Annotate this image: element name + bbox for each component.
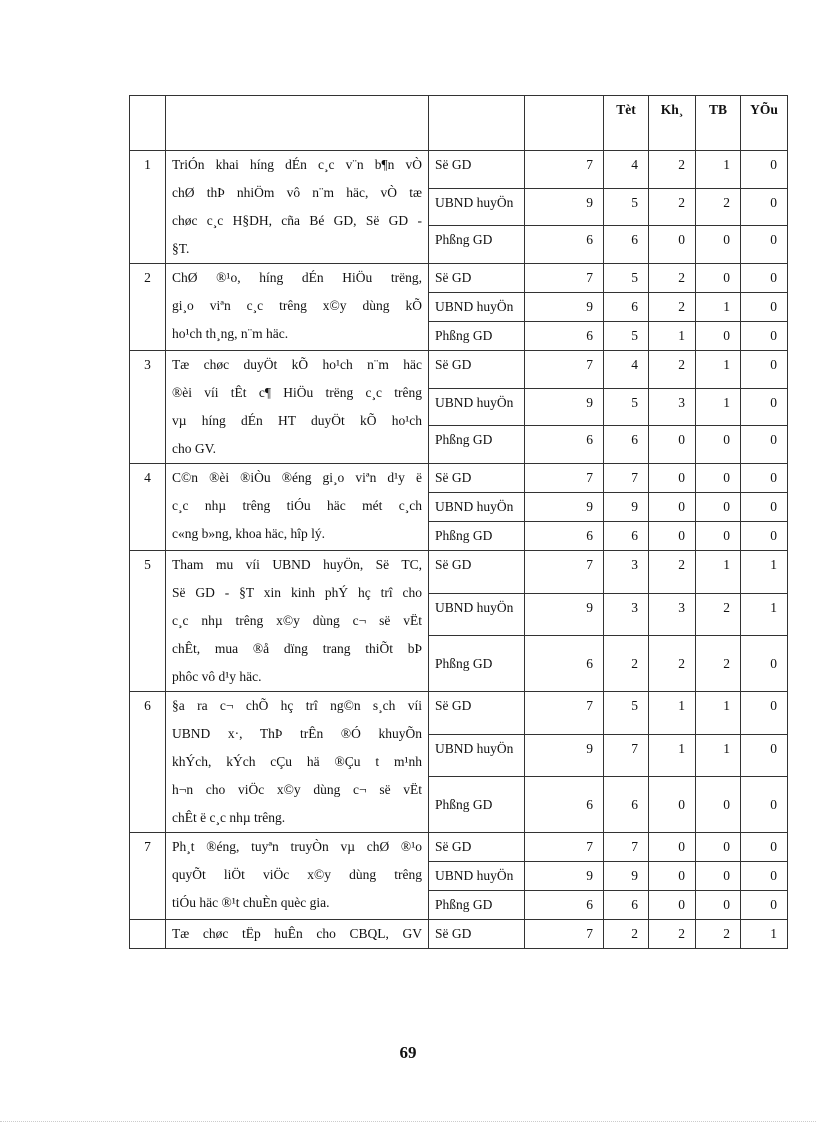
- description-line: chØ thÞ nhiÖm vô n¨m häc, vÒ tæ: [172, 185, 422, 200]
- value-tb: 0: [696, 777, 741, 833]
- header-cell: [429, 96, 525, 151]
- description-line: Së GD - §T xin kinh phÝ hç trî cho: [172, 585, 422, 600]
- row-description: [166, 464, 429, 551]
- table-row: [130, 351, 788, 389]
- value-kha: 0: [649, 777, 696, 833]
- value-tot: 3: [604, 593, 649, 636]
- value-total: 7: [525, 551, 604, 594]
- value-total: 7: [525, 351, 604, 389]
- unit-name: UBND huyÖn: [429, 734, 525, 777]
- value-yeu: 0: [741, 692, 788, 735]
- description-line: c¸c nhµ trêng x©y dùng c¬ së vËt: [172, 613, 422, 628]
- description-line: chÊt, mua ®å dïng trang thiÕt bÞ: [172, 641, 422, 656]
- value-total: 9: [525, 862, 604, 891]
- value-total: 6: [525, 891, 604, 920]
- value-kha: 0: [649, 426, 696, 464]
- value-kha: 2: [649, 151, 696, 189]
- header-tb: TB: [696, 96, 741, 151]
- value-tot: 4: [604, 151, 649, 189]
- value-tot: 7: [604, 464, 649, 493]
- description-line: phôc vô d¹y häc.: [172, 669, 262, 684]
- value-total: 9: [525, 593, 604, 636]
- value-tb: 1: [696, 388, 741, 426]
- description-line: khÝch, kÝch cÇu hä ®Çu t m¹nh: [172, 754, 422, 769]
- description-line: cho GV.: [172, 441, 217, 456]
- value-yeu: 0: [741, 322, 788, 351]
- description-line: Tham mu víi UBND huyÖn, Së TC,: [172, 557, 422, 572]
- value-total: 9: [525, 734, 604, 777]
- unit-name: Phßng GD: [429, 322, 525, 351]
- description-line: c«ng b»ng, khoa häc, hîp lý.: [172, 526, 325, 541]
- value-yeu: 0: [741, 636, 788, 692]
- description-line: ®èi víi tÊt c¶ HiÖu trëng c¸c trêng: [172, 385, 422, 400]
- header-tot: Tèt: [604, 96, 649, 151]
- value-yeu: 0: [741, 777, 788, 833]
- value-kha: 0: [649, 464, 696, 493]
- value-kha: 0: [649, 493, 696, 522]
- value-yeu: 0: [741, 188, 788, 226]
- value-yeu: 0: [741, 226, 788, 264]
- value-tb: 0: [696, 464, 741, 493]
- value-total: 7: [525, 833, 604, 862]
- value-total: 6: [525, 777, 604, 833]
- value-tot: 2: [604, 636, 649, 692]
- unit-name: Së GD: [429, 551, 525, 594]
- page-bottom-border: [0, 1121, 816, 1122]
- unit-name: Phßng GD: [429, 891, 525, 920]
- unit-name: UBND huyÖn: [429, 188, 525, 226]
- value-total: 7: [525, 151, 604, 189]
- description-line: chÊt ë c¸c nhµ trêng.: [172, 810, 286, 825]
- value-tb: 0: [696, 264, 741, 293]
- value-tb: 1: [696, 551, 741, 594]
- header-cell: [130, 96, 166, 151]
- description-line: chøc c¸c H§DH, cña Bé GD, Së GD -: [172, 213, 422, 228]
- table-row: [130, 833, 788, 862]
- unit-name: UBND huyÖn: [429, 862, 525, 891]
- description-line: h¬n cho viÖc x©y dùng c¬ së vËt: [172, 782, 422, 797]
- evaluation-table: [129, 95, 788, 949]
- value-kha: 1: [649, 734, 696, 777]
- unit-name: UBND huyÖn: [429, 493, 525, 522]
- description-line: TriÓn khai híng dÉn c¸c v¨n b¶n vÒ: [172, 157, 422, 172]
- value-tb: 1: [696, 351, 741, 389]
- header-kha: Kh¸: [649, 96, 696, 151]
- value-kha: 2: [649, 188, 696, 226]
- value-tb: 2: [696, 188, 741, 226]
- value-yeu: 0: [741, 833, 788, 862]
- table-row: [130, 464, 788, 493]
- unit-name: Phßng GD: [429, 522, 525, 551]
- unit-name: Së GD: [429, 833, 525, 862]
- value-yeu: 0: [741, 426, 788, 464]
- row-description: [166, 833, 429, 920]
- unit-name: Së GD: [429, 920, 525, 949]
- value-tb: 0: [696, 322, 741, 351]
- description-line: c¸c nhµ trêng tiÓu häc mét c¸ch: [172, 498, 422, 513]
- description-line: gi¸o viªn c¸c trêng x©y dùng kÕ: [172, 298, 422, 313]
- row-description: [166, 692, 429, 833]
- value-tot: 5: [604, 692, 649, 735]
- value-yeu: 0: [741, 293, 788, 322]
- unit-name: Phßng GD: [429, 777, 525, 833]
- unit-name: Së GD: [429, 151, 525, 189]
- value-kha: 2: [649, 636, 696, 692]
- description-line: Tæ chøc duyÖt kÕ ho¹ch n¨m häc: [172, 357, 422, 372]
- value-total: 9: [525, 188, 604, 226]
- row-description: Tæ chøc tËp huÊn cho CBQL, GV: [166, 920, 429, 949]
- header-cell: [525, 96, 604, 151]
- description-line: UBND x·, ThÞ trÊn ®Ó khuyÕn: [172, 726, 422, 741]
- value-kha: 3: [649, 593, 696, 636]
- value-total: 7: [525, 692, 604, 735]
- header-cell: [166, 96, 429, 151]
- row-description: [166, 264, 429, 351]
- table-row: [130, 151, 788, 189]
- row-number: [130, 920, 166, 949]
- value-kha: 3: [649, 388, 696, 426]
- description-line: §a ra c¬ chÕ hç trî ng©n s¸ch víi: [172, 698, 422, 713]
- value-total: 9: [525, 388, 604, 426]
- value-tot: 4: [604, 351, 649, 389]
- value-tb: 1: [696, 692, 741, 735]
- unit-name: Phßng GD: [429, 226, 525, 264]
- value-total: 6: [525, 226, 604, 264]
- unit-name: Së GD: [429, 464, 525, 493]
- unit-name: Së GD: [429, 264, 525, 293]
- value-kha: 0: [649, 226, 696, 264]
- value-tot: 2: [604, 920, 649, 949]
- value-kha: 0: [649, 522, 696, 551]
- header-row: [130, 96, 788, 151]
- value-kha: 2: [649, 351, 696, 389]
- value-total: 6: [525, 522, 604, 551]
- value-tot: 6: [604, 226, 649, 264]
- row-number: 5: [130, 551, 166, 692]
- value-tb: 0: [696, 891, 741, 920]
- value-tb: 0: [696, 833, 741, 862]
- unit-name: UBND huyÖn: [429, 293, 525, 322]
- description-line: ho¹ch th¸ng, n¨m häc.: [172, 326, 289, 341]
- table-row: [130, 920, 788, 949]
- value-yeu: 1: [741, 593, 788, 636]
- value-total: 7: [525, 920, 604, 949]
- value-tb: 1: [696, 734, 741, 777]
- value-tb: 0: [696, 493, 741, 522]
- value-kha: 2: [649, 551, 696, 594]
- unit-name: UBND huyÖn: [429, 388, 525, 426]
- value-tot: 7: [604, 734, 649, 777]
- description-line: Ph¸t ®éng, tuyªn truyÒn vµ chØ ®¹o: [172, 839, 422, 854]
- value-tb: 1: [696, 151, 741, 189]
- value-total: 9: [525, 293, 604, 322]
- row-number: 3: [130, 351, 166, 464]
- row-number: 6: [130, 692, 166, 833]
- value-tot: 6: [604, 426, 649, 464]
- value-yeu: 0: [741, 522, 788, 551]
- value-kha: 1: [649, 322, 696, 351]
- row-description: [166, 351, 429, 464]
- value-kha: 2: [649, 293, 696, 322]
- value-yeu: 0: [741, 891, 788, 920]
- unit-name: UBND huyÖn: [429, 593, 525, 636]
- value-yeu: 1: [741, 920, 788, 949]
- value-yeu: 0: [741, 388, 788, 426]
- value-tot: 5: [604, 264, 649, 293]
- value-total: 6: [525, 426, 604, 464]
- row-number: 1: [130, 151, 166, 264]
- value-yeu: 0: [741, 264, 788, 293]
- page-number: 69: [399, 1043, 417, 1062]
- value-tb: 0: [696, 226, 741, 264]
- unit-name: Phßng GD: [429, 426, 525, 464]
- value-yeu: 1: [741, 551, 788, 594]
- table-row: [130, 692, 788, 735]
- description-line: C©n ®èi ®iÒu ®éng gi¸o viªn d¹y ë: [172, 470, 422, 485]
- value-kha: 1: [649, 692, 696, 735]
- value-tot: 9: [604, 862, 649, 891]
- description-line: §T.: [172, 241, 190, 256]
- header-yeu: YÕu: [741, 96, 788, 151]
- row-description: [166, 551, 429, 692]
- value-total: 6: [525, 636, 604, 692]
- row-number: 2: [130, 264, 166, 351]
- unit-name: Së GD: [429, 692, 525, 735]
- value-tot: 3: [604, 551, 649, 594]
- value-yeu: 0: [741, 464, 788, 493]
- value-kha: 2: [649, 920, 696, 949]
- row-number: 4: [130, 464, 166, 551]
- value-tb: 2: [696, 920, 741, 949]
- table-row: [130, 264, 788, 293]
- value-tot: 9: [604, 493, 649, 522]
- value-yeu: 0: [741, 493, 788, 522]
- value-tot: 6: [604, 777, 649, 833]
- description-line: quyÕt liÖt viÖc x©y dùng trêng: [172, 867, 422, 882]
- value-yeu: 0: [741, 151, 788, 189]
- value-tb: 0: [696, 862, 741, 891]
- value-tb: 2: [696, 593, 741, 636]
- value-total: 9: [525, 493, 604, 522]
- description-line: tiÓu häc ®¹t chuÈn quèc gia.: [172, 895, 330, 910]
- value-yeu: 0: [741, 862, 788, 891]
- value-yeu: 0: [741, 734, 788, 777]
- table-row: [130, 551, 788, 594]
- value-tb: 2: [696, 636, 741, 692]
- value-tot: 7: [604, 833, 649, 862]
- unit-name: Phßng GD: [429, 636, 525, 692]
- value-tot: 5: [604, 188, 649, 226]
- value-tot: 6: [604, 522, 649, 551]
- value-tot: 6: [604, 293, 649, 322]
- value-kha: 0: [649, 833, 696, 862]
- value-tb: 0: [696, 522, 741, 551]
- row-number: 7: [130, 833, 166, 920]
- value-yeu: 0: [741, 351, 788, 389]
- value-total: 7: [525, 264, 604, 293]
- value-total: 6: [525, 322, 604, 351]
- value-kha: 0: [649, 862, 696, 891]
- description-line: vµ híng dÉn HT duyÖt kÕ ho¹ch: [172, 413, 422, 428]
- value-tb: 1: [696, 293, 741, 322]
- value-kha: 0: [649, 891, 696, 920]
- value-tot: 6: [604, 891, 649, 920]
- value-tot: 5: [604, 322, 649, 351]
- value-tot: 5: [604, 388, 649, 426]
- value-total: 7: [525, 464, 604, 493]
- row-description: [166, 151, 429, 264]
- unit-name: Së GD: [429, 351, 525, 389]
- description-line: ChØ ®¹o, híng dÉn HiÖu trëng,: [172, 270, 422, 285]
- value-kha: 2: [649, 264, 696, 293]
- value-tb: 0: [696, 426, 741, 464]
